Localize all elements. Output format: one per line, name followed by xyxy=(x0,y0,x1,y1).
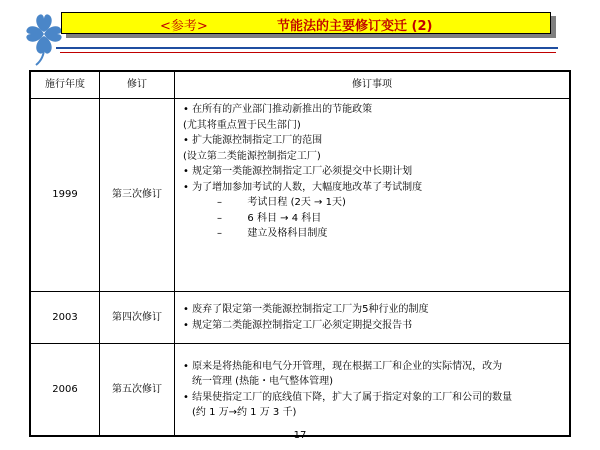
revision-cell: 第四次修订 xyxy=(100,292,175,344)
table-row xyxy=(31,99,570,292)
items-cell xyxy=(175,99,570,292)
revision-cell: 第三次修订 xyxy=(100,99,175,292)
title-tag: <参考> xyxy=(160,19,208,34)
list-item: • 在所有的产业部门推动新推出的节能政策 xyxy=(183,102,563,118)
title-bar xyxy=(61,12,551,34)
column-header-revision: 修订 xyxy=(100,72,175,99)
list-subitem: – 6 科目 → 4 科目 xyxy=(217,212,322,224)
year-cell: 1999 xyxy=(31,99,100,292)
list-subitem: – 考试日程 (2天 → 1天) xyxy=(217,197,346,208)
list-item: (约 1 万→约 1 万 3 千) xyxy=(192,407,297,418)
list-item: • 扩大能源控制指定工厂的范围 xyxy=(183,133,563,149)
clover-icon xyxy=(22,8,66,66)
list-item: • 规定第二类能源控制指定工厂必须定期提交报告书 xyxy=(183,318,563,334)
list-item: • 原来是将热能和电气分开管理，现在根据工厂和企业的实际情况，改为 xyxy=(183,359,563,375)
list-item: (尤其将重点置于民生部门) xyxy=(183,119,301,131)
column-header-year: 施行年度 xyxy=(31,72,100,99)
title-rule-blue xyxy=(56,47,558,49)
items-cell xyxy=(175,344,570,436)
list-item: • 废弃了限定第一类能源控制指定工厂为5种行业的制度 xyxy=(183,302,563,318)
page-title: 节能法的主要修订变迁 (2) xyxy=(277,19,433,34)
revision-cell: 第五次修订 xyxy=(100,344,175,436)
list-subitem: – 建立及格科目制度 xyxy=(217,228,328,239)
year-cell: 2003 xyxy=(31,292,100,344)
list-item: 统一管理 (热能・电气整体管理) xyxy=(192,376,333,387)
list-item: (设立第二类能源控制指定工厂) xyxy=(183,150,321,162)
items-cell xyxy=(175,292,570,344)
table-header-row xyxy=(31,72,570,99)
page-number: 17 xyxy=(293,430,307,441)
list-item: • 规定第一类能源控制指定工厂必须提交中长期计划 xyxy=(183,164,563,180)
list-item: • 为了增加参加考试的人数，大幅度地改革了考试制度 xyxy=(183,180,563,196)
table-row xyxy=(31,292,570,344)
revision-table xyxy=(30,71,570,436)
column-header-items: 修订事项 xyxy=(175,72,570,99)
title-rule-red xyxy=(60,52,556,53)
table-row xyxy=(31,344,570,436)
list-item: • 结果使指定工厂的底线值下降，扩大了属于指定对象的工厂和公司的数量 xyxy=(183,390,563,406)
year-cell: 2006 xyxy=(31,344,100,436)
